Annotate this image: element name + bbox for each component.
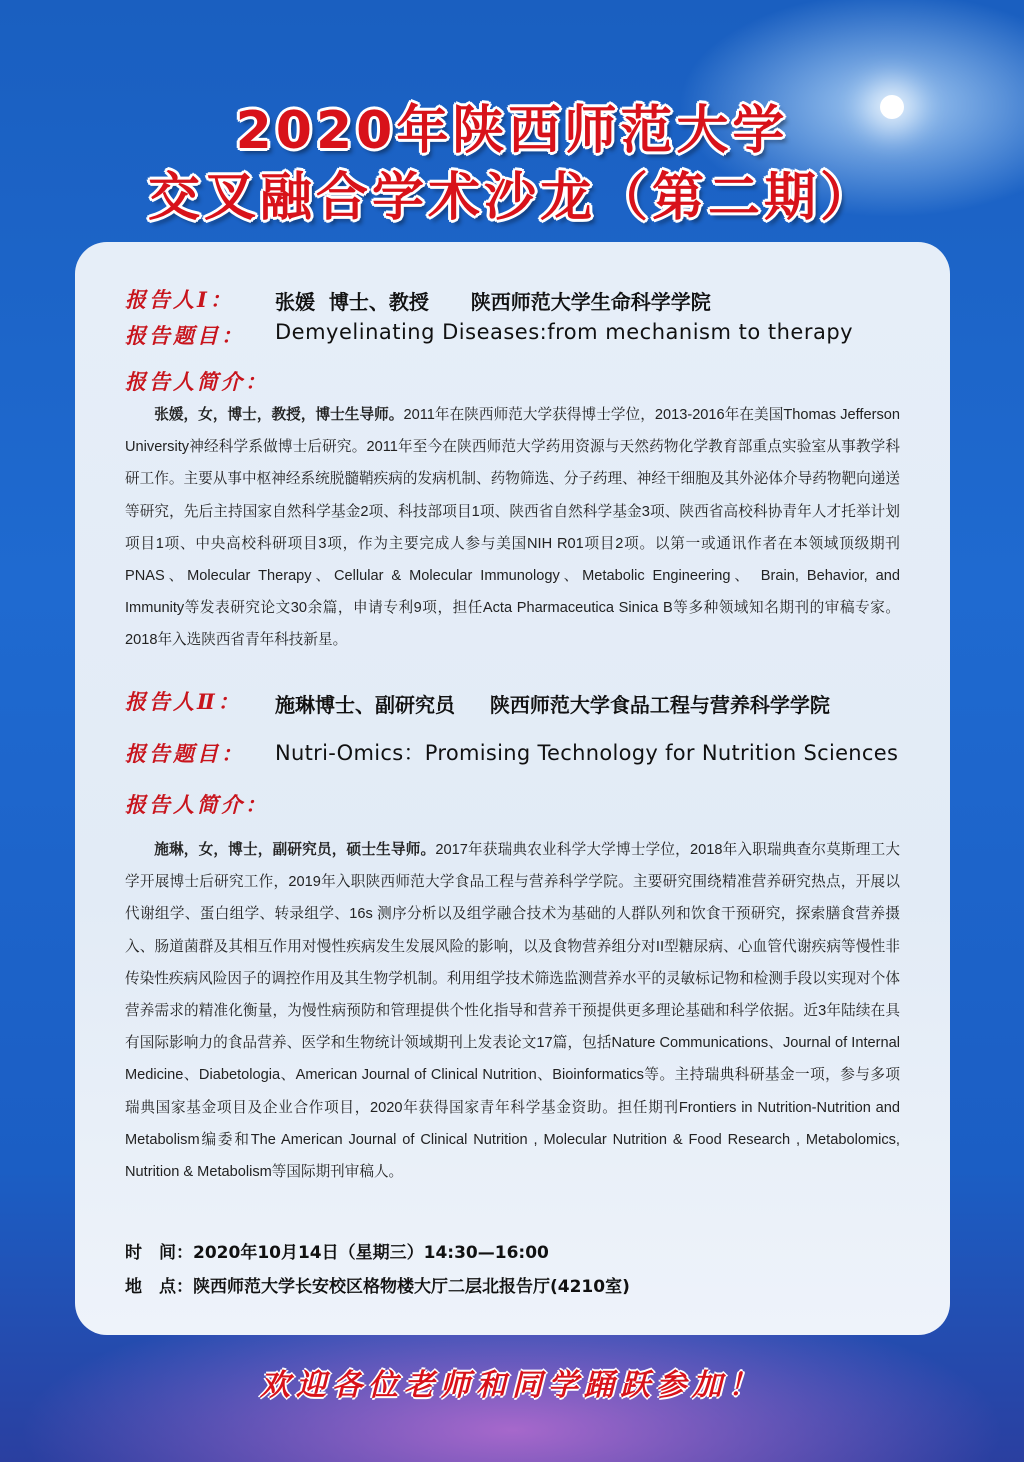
speaker2-topic: Nutri-Omics：Promising Technology for Nutrition Sciences <box>275 741 899 765</box>
poster-title-line2: 交叉融合学术沙龙（第二期） <box>147 168 876 228</box>
speaker2-topic-label: 报告题目： <box>125 741 245 766</box>
speaker2-label: 报告人Ⅱ： <box>125 689 242 714</box>
speaker2-bio <box>125 834 900 1188</box>
event-place: 地 点：陕西师范大学长安校区格物楼大厅二层北报告厅(4210室) <box>125 1277 630 1297</box>
speaker1-bio-label: 报告人简介： <box>125 369 269 394</box>
speaker1-bio-lead: 张媛，女，博士，教授，博士生导师。 <box>154 407 404 423</box>
speaker1-name: 张媛 博士、教授 陕西师范大学生命科学学院 <box>275 290 711 314</box>
speaker1-topic-label: 报告题目： <box>125 323 245 348</box>
speaker1-bio-text: 2011年在陕西师范大学获得博士学位，2013-2016年在美国Thomas Jefferson University神经科学系做博士后研究。2011年至今在陕西师范大学药用资源与天然药物化学教育部重点实验室从事教学科研工作。主要从事中枢神经系统脱髓鞘疾病的发病机制、药物筛选、分子药理、神经干细胞及其外泌体介导药物靶向递送等研究，先后主持国家自然科学基金2项、科技部项目1项、陕西省自然科学基金3项、陕西省高校科协青年人才托举计划项目1项、中央高校科研项目3项，作为主要完成人参与美国NIH R01项目2项。以第一或通讯作者在本领域顶级期刊PNAS、Molecular Therapy、Cellular & Molecular Immunology、Metabolic Engineering、 Brain, Behavior, and Immunity等发表研究论文30余篇，申请专利9项，担任Acta Pharmaceutica Sinica B等多种领域知名期刊的审稿专家。2018年入选陕西省青年科技新星。 <box>125 407 900 649</box>
poster-title-line1: 2020年陕西师范大学 <box>235 101 789 161</box>
speaker2-bio-label: 报告人简介： <box>125 792 269 817</box>
speaker2-bio-lead: 施琳，女，博士，副研究员，硕士生导师。 <box>154 842 436 858</box>
speaker1-label: 报告人Ⅰ： <box>125 287 234 312</box>
welcome-message: 欢迎各位老师和同学踊跃参加！ <box>260 1368 764 1403</box>
speaker2-name: 施琳博士、副研究员 陕西师范大学食品工程与营养科学学院 <box>275 693 830 717</box>
speaker1-topic: Demyelinating Diseases:from mechanism to therapy <box>275 320 854 344</box>
event-time: 时 间：2020年10月14日（星期三）14:30—16:00 <box>125 1243 549 1263</box>
speaker1-bio <box>125 399 900 657</box>
speaker2-bio-text: 2017年获瑞典农业科学大学博士学位，2018年入职瑞典查尔莫斯理工大学开展博士后研究工作，2019年入职陕西师范大学食品工程与营养科学学院。主要研究围绕精准营养研究热点，开展以代谢组学、蛋白组学、转录组学、16s 测序分析以及组学融合技术为基础的人群队列和饮食干预研究，探索膳食营养摄入、肠道菌群及其相互作用对慢性疾病发生发展风险的影响，以及食物营养组分对II型糖尿病、心血管代谢疾病等慢性非传染性疾病风险因子的调控作用及其生物学机制。利用组学技术筛选监测营养水平的灵敏标记物和检测手段以实现对个体营养需求的精准化衡量，为慢性病预防和管理提供个性化指导和营养干预提供更多理论基础和科学依据。近3年陆续在具有国际影响力的食品营养、医学和生物统计领域期刊上发表论文17篇，包括Nature Communications、Journal of Internal Medicine、Diabetologia、American Journal of Clinical Nutrition、Bioinformatics等。主持瑞典科研基金一项，参与多项瑞典国家基金项目及企业合作项目，2020年获得国家青年科学基金资助。担任期刊Frontiers in Nutrition-Nutrition and Metabolism编委和The American Journal of Clinical Nutrition , Molecular Nutrition & Food Research , Metabolomics, Nutrition & Metabolism等国际期刊审稿人。 <box>125 842 900 1181</box>
